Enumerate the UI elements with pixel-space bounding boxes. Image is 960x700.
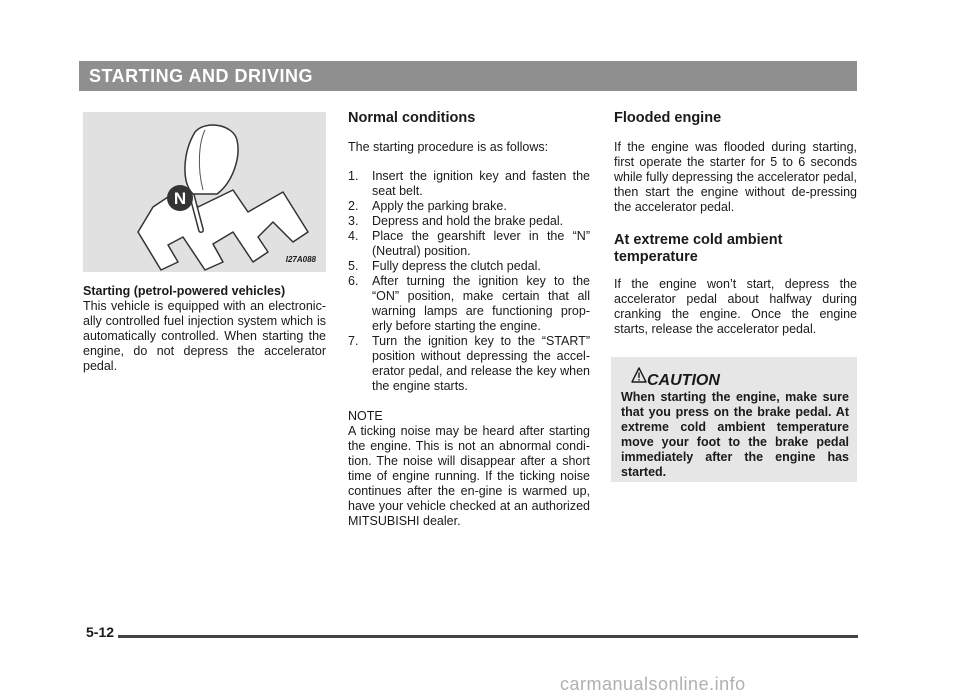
page-number: 5-12 bbox=[86, 624, 115, 640]
list-item: 2. Apply the parking brake. bbox=[348, 199, 507, 213]
list-item: 4. Place the gearshift lever in the “N” (Neutral) position. bbox=[348, 229, 590, 258]
note-body: A ticking noise may be heard after starting the engine. This is not an abnormal condi-tion. The noise will disappear after a short time of engine running. If the ticking noise continues after the en-gine is warmed up, have your vehicle checked at an authorized MITSUBISHI dealer. bbox=[348, 424, 590, 528]
warning-triangle-icon bbox=[631, 367, 647, 383]
footer-divider bbox=[118, 635, 858, 638]
starting-body: This vehicle is equipped with an electronic-ally controlled fuel injection system which is automatically controlled. When starting the engine, do not depress the accelerator pedal. bbox=[83, 299, 326, 373]
list-item: 3. Depress and hold the brake pedal. bbox=[348, 214, 564, 228]
caution-box bbox=[611, 357, 857, 482]
section-title: STARTING AND DRIVING bbox=[89, 66, 313, 86]
gear-letter: N bbox=[173, 189, 187, 208]
middle-column bbox=[348, 110, 590, 529]
normal-conditions-heading: Normal conditions bbox=[348, 110, 476, 126]
note-label: NOTE bbox=[348, 409, 383, 423]
list-item: 5. Fully depress the clutch pedal. bbox=[348, 259, 541, 273]
procedure-steps bbox=[348, 169, 590, 394]
flooded-engine-body: If the engine was flooded during starting, first operate the starter for 5 to 6 seconds while fully depressing the accelerator pedal, then start the engine without de-pressing the accelerator pedal. bbox=[614, 140, 857, 214]
gearshift-figure bbox=[83, 112, 326, 272]
procedure-intro: The starting procedure is as follows: bbox=[348, 140, 549, 154]
figure-code: I27A088 bbox=[285, 255, 316, 264]
cold-temperature-body: If the engine won’t start, depress the accelerator pedal about halfway during cranking the engine. Once the engine starts, release the accelerator pedal. bbox=[614, 277, 857, 336]
caution-title: CAUTION bbox=[647, 372, 720, 389]
starting-subhead: Starting (petrol-powered vehicles) bbox=[83, 284, 286, 298]
cold-temperature-heading: At extreme cold ambient temperature bbox=[614, 232, 783, 265]
list-item: 1. Insert the ignition key and fasten the seat belt. bbox=[348, 169, 590, 198]
list-item: 6. After turning the ignition key to the “ON” position, make certain that all warning lamps are functioning prop-erly before starting the engine. bbox=[348, 274, 590, 333]
watermark: carmanualsonline.info bbox=[560, 674, 746, 694]
flooded-engine-heading: Flooded engine bbox=[614, 110, 722, 126]
list-item: 7. Turn the ignition key to the “START” position without depressing the accel-erator pedal, and release the key when the engine starts. bbox=[348, 334, 590, 393]
left-column bbox=[83, 284, 326, 374]
gearshift-illustration bbox=[83, 112, 326, 272]
section-header bbox=[79, 61, 857, 91]
caution-body: When starting the engine, make sure that you press on the brake pedal. At extreme cold ambient temperature move your foot to the brake pedal immediately after the engine has started. bbox=[621, 390, 849, 479]
right-column bbox=[614, 110, 857, 337]
